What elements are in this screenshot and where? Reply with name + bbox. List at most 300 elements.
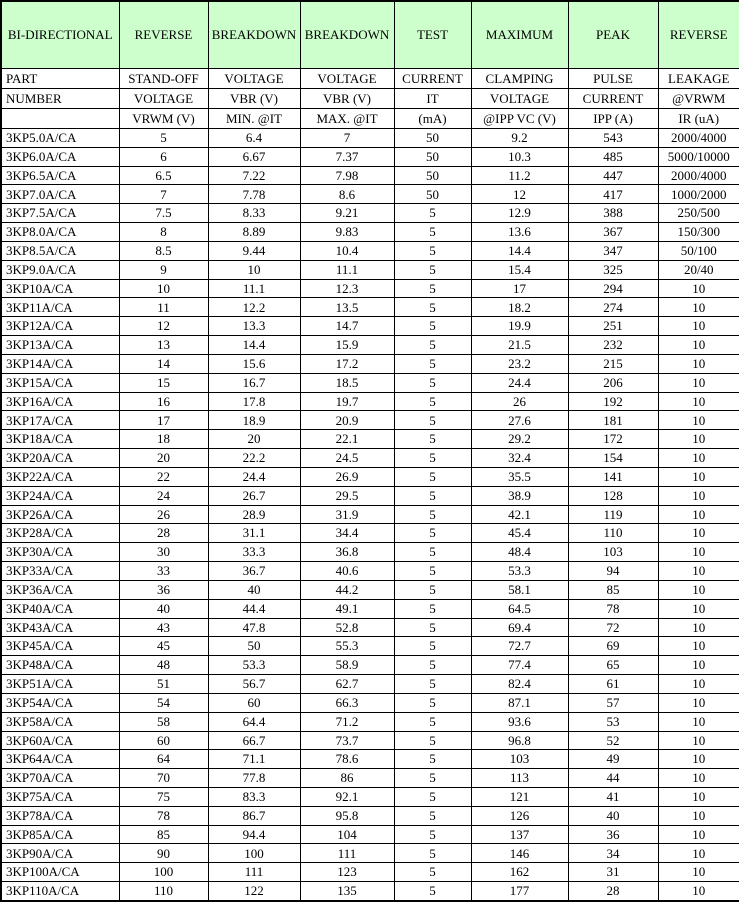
value-cell: 2000/4000 [658,129,739,148]
group-header-cell: REVERSE [119,1,208,69]
value-cell: 66.3 [300,693,394,712]
value-cell: 20 [119,449,208,468]
table-row [1,806,739,825]
table-row [1,411,739,430]
value-cell: 388 [568,204,658,223]
value-cell: 10 [658,599,739,618]
table-body [1,129,739,902]
value-cell: 7.22 [208,166,300,185]
value-cell: 40.6 [300,562,394,581]
value-cell: 10 [658,693,739,712]
table-row [1,486,739,505]
value-cell: 34.4 [300,524,394,543]
value-cell: 417 [568,185,658,204]
value-cell: 50 [394,147,471,166]
value-cell: 71.2 [300,712,394,731]
value-cell: 50 [394,166,471,185]
value-cell: 5 [394,505,471,524]
value-cell: 325 [568,260,658,279]
part-number-cell: 3KP7.0A/CA [1,185,119,204]
value-cell: 6.5 [119,166,208,185]
part-number-cell: 3KP8.0A/CA [1,223,119,242]
part-number-cell: 3KP15A/CA [1,373,119,392]
value-cell: 122 [208,882,300,901]
table-row [1,750,739,769]
part-number-cell: 3KP70A/CA [1,769,119,788]
value-cell: 11.1 [208,279,300,298]
part-number-cell: 3KP22A/CA [1,467,119,486]
sub-header-cell: MIN. @IT [208,109,300,129]
header-sub-row-3 [1,109,739,129]
table-row [1,354,739,373]
value-cell: 5 [394,731,471,750]
value-cell: 5 [394,806,471,825]
value-cell: 9 [119,260,208,279]
value-cell: 23.2 [471,354,568,373]
value-cell: 5 [394,656,471,675]
value-cell: 5 [394,825,471,844]
value-cell: 43 [119,618,208,637]
value-cell: 10 [658,562,739,581]
value-cell: 26.7 [208,486,300,505]
value-cell: 103 [568,543,658,562]
value-cell: 5 [394,467,471,486]
value-cell: 137 [471,825,568,844]
value-cell: 52.8 [300,618,394,637]
sub-header-cell: CLAMPING [471,69,568,89]
table-row [1,505,739,524]
value-cell: 5 [119,129,208,148]
table-row [1,260,739,279]
value-cell: 70 [119,769,208,788]
value-cell: 10 [658,712,739,731]
value-cell: 87.1 [471,693,568,712]
value-cell: 5 [394,750,471,769]
value-cell: 135 [300,882,394,901]
value-cell: 11.1 [300,260,394,279]
value-cell: 92.1 [300,787,394,806]
value-cell: 8 [119,223,208,242]
group-header-cell: MAXIMUM [471,1,568,69]
value-cell: 10.4 [300,241,394,260]
value-cell: 49 [568,750,658,769]
part-number-cell: 3KP13A/CA [1,336,119,355]
value-cell: 10 [658,279,739,298]
table-row [1,524,739,543]
value-cell: 14 [119,354,208,373]
value-cell: 75 [119,787,208,806]
value-cell: 8.6 [300,185,394,204]
value-cell: 206 [568,373,658,392]
table-row [1,599,739,618]
value-cell: 21.5 [471,336,568,355]
part-number-cell: 3KP5.0A/CA [1,129,119,148]
value-cell: 86 [300,769,394,788]
value-cell: 5 [394,279,471,298]
table-row [1,166,739,185]
table-row [1,317,739,336]
value-cell: 6 [119,147,208,166]
table-row [1,712,739,731]
part-number-cell: 3KP12A/CA [1,317,119,336]
value-cell: 10.3 [471,147,568,166]
value-cell: 5 [394,486,471,505]
value-cell: 5 [394,562,471,581]
sub-header-cell: (mA) [394,109,471,129]
value-cell: 447 [568,166,658,185]
value-cell: 181 [568,411,658,430]
table-row [1,147,739,166]
value-cell: 12 [119,317,208,336]
value-cell: 28 [119,524,208,543]
value-cell: 7 [119,185,208,204]
part-number-cell: 3KP6.5A/CA [1,166,119,185]
value-cell: 50 [394,129,471,148]
value-cell: 29.2 [471,430,568,449]
value-cell: 54 [119,693,208,712]
value-cell: 83.3 [208,787,300,806]
value-cell: 19.9 [471,317,568,336]
part-number-cell: 3KP58A/CA [1,712,119,731]
table-row [1,241,739,260]
table-row [1,392,739,411]
value-cell: 13.6 [471,223,568,242]
table-row [1,637,739,656]
value-cell: 5 [394,524,471,543]
value-cell: 121 [471,787,568,806]
value-cell: 347 [568,241,658,260]
table-row [1,656,739,675]
value-cell: 10 [658,524,739,543]
value-cell: 31.1 [208,524,300,543]
value-cell: 10 [658,543,739,562]
value-cell: 150/300 [658,223,739,242]
value-cell: 100 [119,863,208,882]
value-cell: 10 [658,863,739,882]
value-cell: 96.8 [471,731,568,750]
value-cell: 5 [394,787,471,806]
value-cell: 13 [119,336,208,355]
part-number-cell: 3KP10A/CA [1,279,119,298]
value-cell: 250/500 [658,204,739,223]
value-cell: 18.5 [300,373,394,392]
value-cell: 110 [568,524,658,543]
header-sub-row-2 [1,89,739,109]
sub-header-cell: PULSE [568,69,658,89]
value-cell: 85 [568,580,658,599]
table-row [1,580,739,599]
value-cell: 86.7 [208,806,300,825]
value-cell: 19.7 [300,392,394,411]
value-cell: 162 [471,863,568,882]
value-cell: 10 [658,336,739,355]
table-row [1,844,739,863]
sub-header-cell: STAND-OFF [119,69,208,89]
sub-header-cell [1,109,119,129]
value-cell: 14.4 [208,336,300,355]
value-cell: 44.2 [300,580,394,599]
value-cell: 15.4 [471,260,568,279]
value-cell: 10 [658,411,739,430]
value-cell: 126 [471,806,568,825]
value-cell: 14.7 [300,317,394,336]
value-cell: 5 [394,373,471,392]
part-number-cell: 3KP85A/CA [1,825,119,844]
value-cell: 31.9 [300,505,394,524]
value-cell: 6.67 [208,147,300,166]
part-number-cell: 3KP54A/CA [1,693,119,712]
value-cell: 103 [471,750,568,769]
value-cell: 5 [394,392,471,411]
value-cell: 251 [568,317,658,336]
value-cell: 7.37 [300,147,394,166]
part-number-cell: 3KP26A/CA [1,505,119,524]
header-sub-row-1 [1,69,739,89]
value-cell: 5 [394,712,471,731]
value-cell: 274 [568,298,658,317]
value-cell: 45.4 [471,524,568,543]
value-cell: 50 [394,185,471,204]
value-cell: 44.4 [208,599,300,618]
value-cell: 30 [119,543,208,562]
part-number-cell: 3KP45A/CA [1,637,119,656]
table-row [1,863,739,882]
value-cell: 52 [568,731,658,750]
value-cell: 172 [568,430,658,449]
value-cell: 11.2 [471,166,568,185]
part-number-cell: 3KP24A/CA [1,486,119,505]
value-cell: 141 [568,467,658,486]
value-cell: 56.7 [208,675,300,694]
part-number-cell: 3KP20A/CA [1,449,119,468]
table-row [1,223,739,242]
value-cell: 64.4 [208,712,300,731]
value-cell: 33.3 [208,543,300,562]
value-cell: 69 [568,637,658,656]
part-number-cell: 3KP7.5A/CA [1,204,119,223]
value-cell: 24 [119,486,208,505]
part-number-cell: 3KP6.0A/CA [1,147,119,166]
value-cell: 5 [394,241,471,260]
value-cell: 16 [119,392,208,411]
value-cell: 5 [394,618,471,637]
value-cell: 5000/10000 [658,147,739,166]
value-cell: 20 [208,430,300,449]
value-cell: 78 [568,599,658,618]
value-cell: 5 [394,543,471,562]
value-cell: 543 [568,129,658,148]
value-cell: 5 [394,354,471,373]
value-cell: 40 [119,599,208,618]
value-cell: 7.5 [119,204,208,223]
part-number-cell: 3KP8.5A/CA [1,241,119,260]
value-cell: 47.8 [208,618,300,637]
value-cell: 16.7 [208,373,300,392]
value-cell: 10 [658,467,739,486]
part-number-cell: 3KP78A/CA [1,806,119,825]
sub-header-cell: IPP (A) [568,109,658,129]
table-row [1,336,739,355]
value-cell: 26 [119,505,208,524]
sub-header-cell: VOLTAGE [119,89,208,109]
value-cell: 24.4 [208,467,300,486]
value-cell: 18.9 [208,411,300,430]
value-cell: 58.9 [300,656,394,675]
part-number-cell: 3KP16A/CA [1,392,119,411]
sub-header-cell: VRWM (V) [119,109,208,129]
value-cell: 22 [119,467,208,486]
value-cell: 294 [568,279,658,298]
value-cell: 31 [568,863,658,882]
value-cell: 10 [658,731,739,750]
value-cell: 50 [208,637,300,656]
value-cell: 10 [658,675,739,694]
value-cell: 10 [658,844,739,863]
value-cell: 7.98 [300,166,394,185]
value-cell: 5 [394,844,471,863]
value-cell: 10 [658,825,739,844]
value-cell: 5 [394,769,471,788]
value-cell: 77.8 [208,769,300,788]
value-cell: 38.9 [471,486,568,505]
value-cell: 93.6 [471,712,568,731]
value-cell: 10 [208,260,300,279]
part-number-cell: 3KP30A/CA [1,543,119,562]
value-cell: 41 [568,787,658,806]
value-cell: 111 [300,844,394,863]
table-row [1,787,739,806]
value-cell: 10 [658,354,739,373]
value-cell: 10 [658,618,739,637]
value-cell: 50/100 [658,241,739,260]
value-cell: 20.9 [300,411,394,430]
value-cell: 192 [568,392,658,411]
value-cell: 485 [568,147,658,166]
value-cell: 5 [394,260,471,279]
value-cell: 71.1 [208,750,300,769]
table-row [1,204,739,223]
value-cell: 14.4 [471,241,568,260]
table-row [1,430,739,449]
value-cell: 7.78 [208,185,300,204]
part-number-cell: 3KP40A/CA [1,599,119,618]
part-number-cell: 3KP90A/CA [1,844,119,863]
sub-header-cell: NUMBER [1,89,119,109]
value-cell: 10 [658,750,739,769]
value-cell: 40 [568,806,658,825]
value-cell: 5 [394,430,471,449]
table-row [1,185,739,204]
value-cell: 45 [119,637,208,656]
value-cell: 10 [658,505,739,524]
value-cell: 10 [658,769,739,788]
value-cell: 28 [568,882,658,901]
value-cell: 62.7 [300,675,394,694]
value-cell: 15.9 [300,336,394,355]
table-row [1,129,739,148]
group-header-cell: TEST [394,1,471,69]
value-cell: 24.5 [300,449,394,468]
value-cell: 5 [394,675,471,694]
value-cell: 94.4 [208,825,300,844]
value-cell: 9.2 [471,129,568,148]
value-cell: 1000/2000 [658,185,739,204]
value-cell: 44 [568,769,658,788]
value-cell: 18.2 [471,298,568,317]
part-number-cell: 3KP110A/CA [1,882,119,901]
table-row [1,731,739,750]
value-cell: 69.4 [471,618,568,637]
part-number-cell: 3KP100A/CA [1,863,119,882]
part-number-cell: 3KP36A/CA [1,580,119,599]
value-cell: 8.89 [208,223,300,242]
value-cell: 57 [568,693,658,712]
part-number-cell: 3KP51A/CA [1,675,119,694]
part-number-cell: 3KP43A/CA [1,618,119,637]
value-cell: 154 [568,449,658,468]
value-cell: 8.33 [208,204,300,223]
value-cell: 10 [658,806,739,825]
value-cell: 5 [394,599,471,618]
sub-header-cell: PART [1,69,119,89]
value-cell: 36.8 [300,543,394,562]
table-row [1,693,739,712]
value-cell: 10 [658,430,739,449]
value-cell: 72.7 [471,637,568,656]
value-cell: 28.9 [208,505,300,524]
table-row [1,373,739,392]
value-cell: 78.6 [300,750,394,769]
value-cell: 26 [471,392,568,411]
value-cell: 10 [658,882,739,901]
sub-header-cell: VOLTAGE [300,69,394,89]
value-cell: 77.4 [471,656,568,675]
value-cell: 5 [394,863,471,882]
value-cell: 367 [568,223,658,242]
value-cell: 48 [119,656,208,675]
value-cell: 10 [658,656,739,675]
value-cell: 15 [119,373,208,392]
part-number-cell: 3KP17A/CA [1,411,119,430]
value-cell: 10 [658,392,739,411]
value-cell: 5 [394,449,471,468]
value-cell: 177 [471,882,568,901]
value-cell: 90 [119,844,208,863]
value-cell: 61 [568,675,658,694]
value-cell: 13.3 [208,317,300,336]
value-cell: 72 [568,618,658,637]
value-cell: 10 [658,580,739,599]
sub-header-cell: @VRWM [658,89,739,109]
value-cell: 5 [394,204,471,223]
value-cell: 35.5 [471,467,568,486]
value-cell: 36 [568,825,658,844]
value-cell: 82.4 [471,675,568,694]
value-cell: 53.3 [471,562,568,581]
value-cell: 10 [658,298,739,317]
sub-header-cell: LEAKAGE [658,69,739,89]
value-cell: 2000/4000 [658,166,739,185]
group-header-cell: PEAK [568,1,658,69]
value-cell: 110 [119,882,208,901]
table-row [1,562,739,581]
sub-header-cell: IT [394,89,471,109]
group-header-cell: BI-DIRECTIONAL [1,1,119,69]
value-cell: 9.83 [300,223,394,242]
value-cell: 29.5 [300,486,394,505]
value-cell: 40 [208,580,300,599]
value-cell: 73.7 [300,731,394,750]
